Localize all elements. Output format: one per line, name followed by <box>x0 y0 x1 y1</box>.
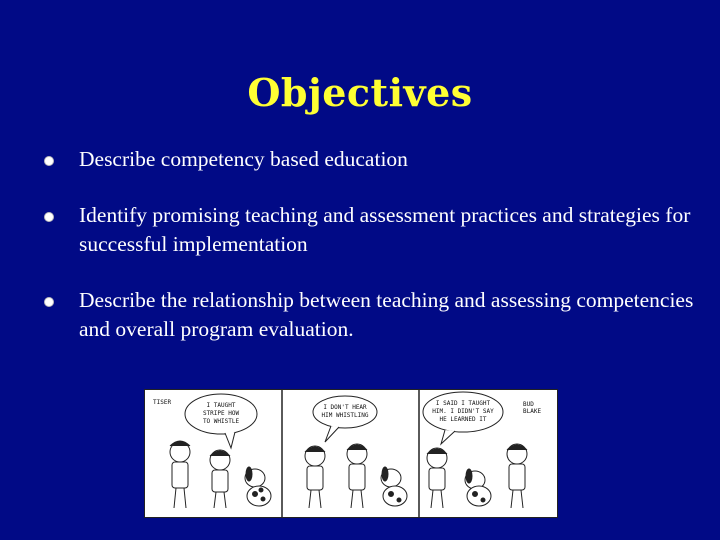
svg-text:HE LEARNED IT: HE LEARNED IT <box>439 416 487 423</box>
svg-text:HIM WHISTLING: HIM WHISTLING <box>321 412 369 419</box>
comic-strip-drawing <box>145 390 557 517</box>
speech-bubble-3 <box>423 392 503 444</box>
comic-strip-image <box>144 389 558 518</box>
svg-text:I SAID I TAUGHT: I SAID I TAUGHT <box>435 400 491 407</box>
bullet-item <box>44 145 694 174</box>
speech-bubble-1 <box>185 394 257 448</box>
bullet-dot-icon <box>44 212 54 222</box>
slide-title: Objectives <box>247 70 473 115</box>
svg-text:STRIPE HOW: STRIPE HOW <box>202 410 240 417</box>
svg-text:TO WHISTLE: TO WHISTLE <box>202 418 240 425</box>
bullet-text: Describe the relationship between teaching and assessing competencies and overall program evaluation. <box>79 288 694 341</box>
bullet-dot-icon <box>44 297 54 307</box>
svg-text:I DON'T HEAR: I DON'T HEAR <box>323 404 367 411</box>
svg-text:BLAKE: BLAKE <box>523 408 542 415</box>
svg-text:BUD: BUD <box>523 401 534 408</box>
svg-text:HIM. I DIDN'T SAY: HIM. I DIDN'T SAY <box>432 408 494 415</box>
bullet-text: Describe competency based education <box>79 147 408 171</box>
bullet-item <box>44 201 694 259</box>
bullet-list <box>44 145 694 344</box>
bullet-text: Identify promising teaching and assessment practices and strategies for successful implementation <box>79 203 691 256</box>
speech-bubble-2 <box>313 396 377 442</box>
bullet-dot-icon <box>44 156 54 166</box>
svg-text:I TAUGHT: I TAUGHT <box>206 402 236 409</box>
bullet-item <box>44 286 694 344</box>
svg-text:TISER: TISER <box>153 399 172 406</box>
